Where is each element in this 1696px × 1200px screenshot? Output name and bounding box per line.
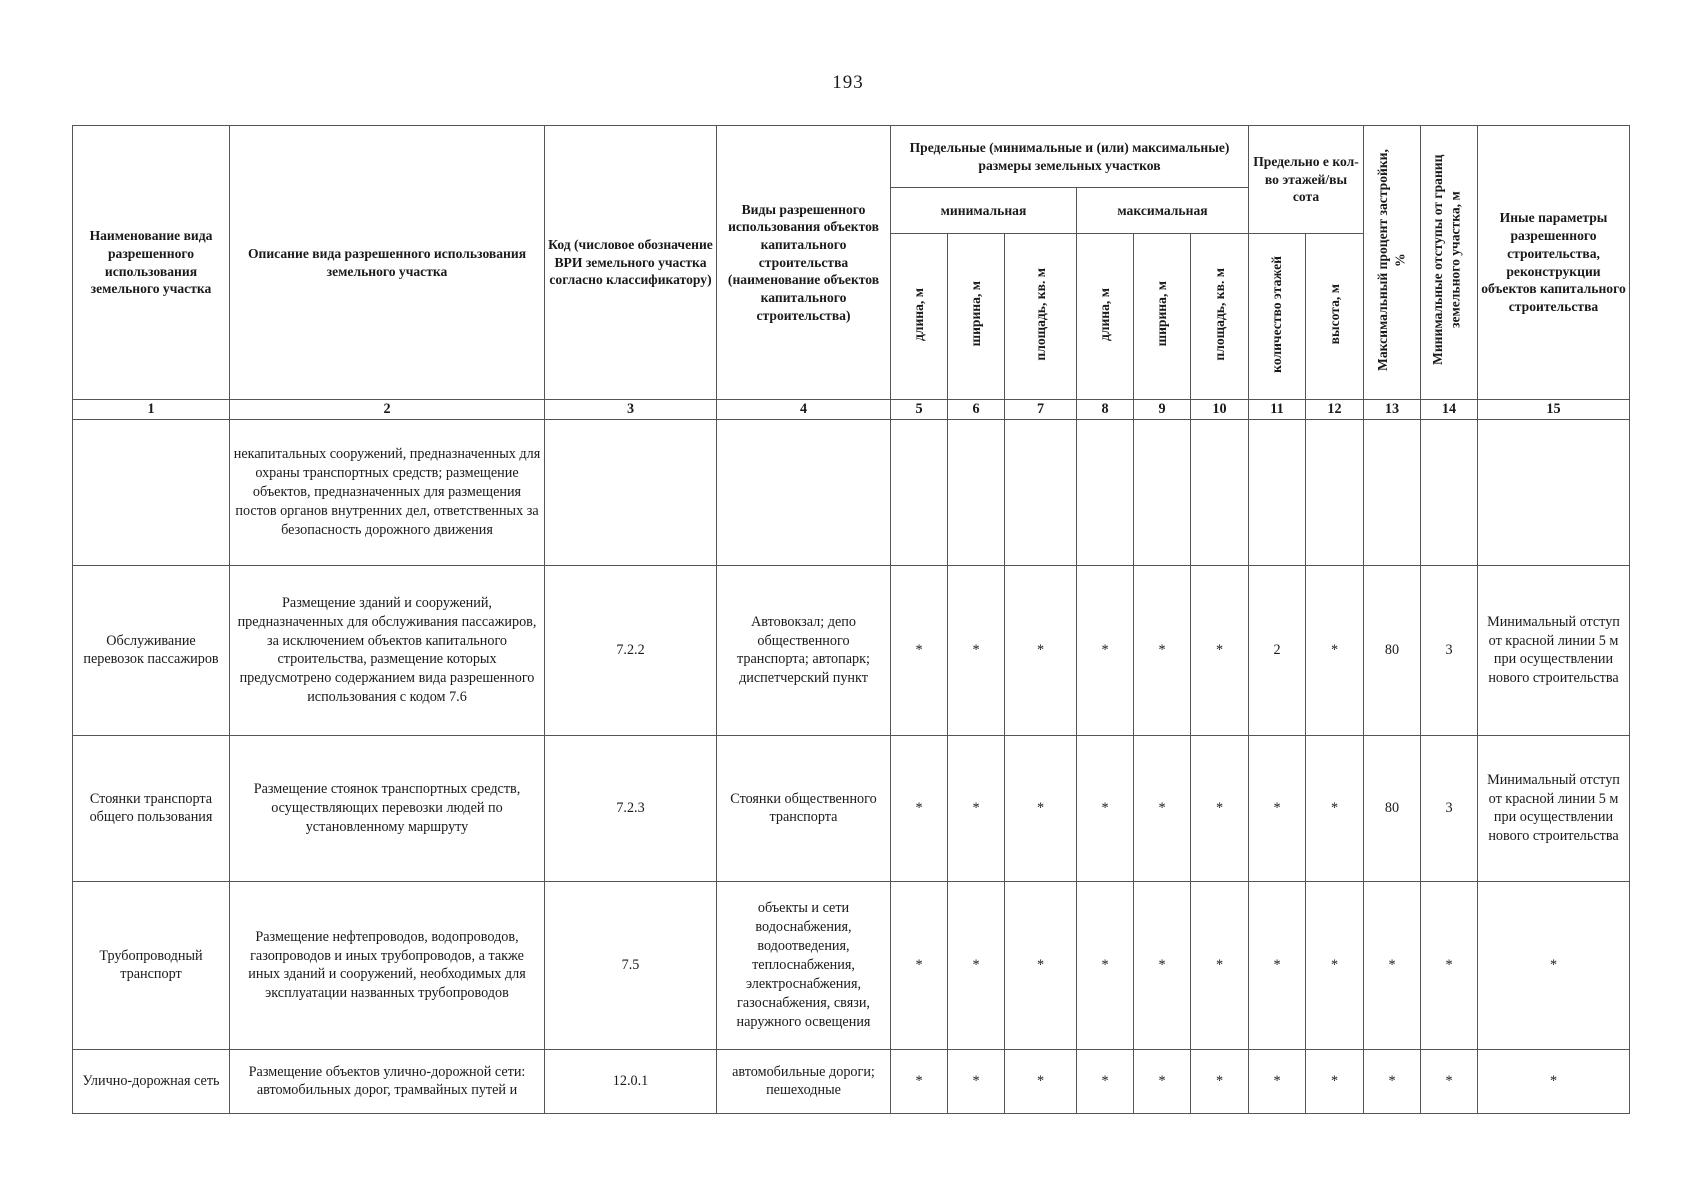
header-max-coverage-text: Максимальный процент застройки, % (1375, 149, 1408, 372)
table-row (73, 881, 1630, 1049)
header-max-width-text: ширина, м (1154, 281, 1170, 347)
cell-other-params: Минимальный отступ от красной линии 5 м при осуществлении нового строительства (1478, 735, 1630, 881)
use-code (545, 419, 717, 565)
cell-other-params (1478, 419, 1630, 565)
header-maximum: максимальная (1077, 188, 1249, 234)
header-height-text: высота, м (1326, 284, 1342, 345)
cell-min-length: * (891, 565, 948, 735)
use-objects: автомобильные дороги; пешеходные (717, 1049, 891, 1113)
column-number: 4 (717, 400, 891, 420)
cell-max-width (1134, 419, 1191, 565)
header-floors-height: Предельно е кол-во этажей/вы сота (1249, 126, 1364, 234)
cell-max-coverage: 80 (1364, 565, 1421, 735)
use-description: некапитальных сооружений, предназначенных для охраны транспортных средств; размещение объектов, предназначенных для размещения постов органов внутренних дел, ответственных за безопасность дорожного движения (230, 419, 545, 565)
use-description: Размещение объектов улично-дорожной сети: автомобильных дорог, трамвайных путей и (230, 1049, 545, 1113)
cell-height: * (1306, 735, 1364, 881)
header-min-width (948, 234, 1005, 400)
cell-max-width: * (1134, 565, 1191, 735)
use-name: Трубопроводный транспорт (73, 881, 230, 1049)
column-number: 6 (948, 400, 1005, 420)
table-row (73, 735, 1630, 881)
cell-max-coverage (1364, 419, 1421, 565)
table-row (73, 1049, 1630, 1113)
column-number: 15 (1478, 400, 1630, 420)
use-code: 12.0.1 (545, 1049, 717, 1113)
cell-min-area: * (1005, 1049, 1077, 1113)
use-name (73, 419, 230, 565)
header-objects: Виды разрешенного использования объектов капитального строительства (наименование объектов капитального строительства) (717, 126, 891, 400)
use-description: Размещение зданий и сооружений, предназначенных для обслуживания пассажиров, за исключением объектов капитального строительства, размещение которых предусмотрено содержанием вида разрешенного использования с кодом 7.6 (230, 565, 545, 735)
column-number: 13 (1364, 400, 1421, 420)
use-objects: объекты и сети водоснабжения, водоотведения, теплоснабжения, электроснабжения, газоснабжения, связи, наружного освещения (717, 881, 891, 1049)
use-objects: Автовокзал; депо общественного транспорта; автопарк; диспетчерский пункт (717, 565, 891, 735)
header-min-setbacks (1421, 126, 1478, 400)
cell-min-width: * (948, 565, 1005, 735)
cell-min-setback: 3 (1421, 735, 1478, 881)
cell-min-setback: 3 (1421, 565, 1478, 735)
table-row (73, 419, 1630, 565)
header-height (1306, 234, 1364, 400)
header-min-area (1005, 234, 1077, 400)
header-min-length-text: длина, м (911, 287, 927, 341)
header-max-width (1134, 234, 1191, 400)
cell-min-setback: * (1421, 1049, 1478, 1113)
cell-max-length: * (1077, 1049, 1134, 1113)
header-max-area-text: площадь, кв. м (1211, 267, 1227, 361)
cell-floors: 2 (1249, 565, 1306, 735)
header-min-length (891, 234, 948, 400)
header-description: Описание вида разрешенного использования земельного участка (230, 126, 545, 400)
use-objects: Стоянки общественного транспорта (717, 735, 891, 881)
cell-min-length (891, 419, 948, 565)
cell-max-width: * (1134, 735, 1191, 881)
column-number: 5 (891, 400, 948, 420)
column-number: 7 (1005, 400, 1077, 420)
land-use-table (72, 125, 1630, 1114)
cell-max-area: * (1191, 881, 1249, 1049)
cell-max-area (1191, 419, 1249, 565)
use-code: 7.2.3 (545, 735, 717, 881)
cell-min-area (1005, 419, 1077, 565)
use-code: 7.5 (545, 881, 717, 1049)
cell-other-params: * (1478, 881, 1630, 1049)
cell-floors: * (1249, 735, 1306, 881)
use-description: Размещение стоянок транспортных средств, осуществляющих перевозки людей по установленному маршруту (230, 735, 545, 881)
cell-other-params: * (1478, 1049, 1630, 1113)
cell-floors: * (1249, 1049, 1306, 1113)
header-max-length (1077, 234, 1134, 400)
column-number: 10 (1191, 400, 1249, 420)
cell-max-area: * (1191, 565, 1249, 735)
cell-height: * (1306, 881, 1364, 1049)
header-floors-count-text: количество этажей (1269, 255, 1285, 373)
header-name: Наименование вида разрешенного использования земельного участка (73, 126, 230, 400)
column-number: 8 (1077, 400, 1134, 420)
header-code: Код (числовое обозначение ВРИ земельного участка согласно классификатору) (545, 126, 717, 400)
header-minimum: минимальная (891, 188, 1077, 234)
cell-min-length: * (891, 881, 948, 1049)
cell-max-length (1077, 419, 1134, 565)
header-min-width-text: ширина, м (968, 281, 984, 347)
use-name: Стоянки транспорта общего пользования (73, 735, 230, 881)
cell-max-width: * (1134, 1049, 1191, 1113)
header-max-coverage (1364, 126, 1421, 400)
column-number: 1 (73, 400, 230, 420)
cell-other-params: Минимальный отступ от красной линии 5 м при осуществлении нового строительства (1478, 565, 1630, 735)
cell-min-area: * (1005, 565, 1077, 735)
use-code: 7.2.2 (545, 565, 717, 735)
cell-max-coverage: * (1364, 1049, 1421, 1113)
cell-max-coverage: 80 (1364, 735, 1421, 881)
header-plot-sizes: Предельные (минимальные и (или) максимальные) размеры земельных участков (891, 126, 1249, 188)
cell-min-length: * (891, 1049, 948, 1113)
column-number: 9 (1134, 400, 1191, 420)
header-min-area-text: площадь, кв. м (1032, 267, 1048, 361)
column-number: 11 (1249, 400, 1306, 420)
column-number: 2 (230, 400, 545, 420)
cell-height: * (1306, 565, 1364, 735)
use-name: Обслуживание перевозок пассажиров (73, 565, 230, 735)
cell-max-length: * (1077, 881, 1134, 1049)
header-max-area (1191, 234, 1249, 400)
column-number-row (73, 400, 1630, 420)
cell-min-area: * (1005, 735, 1077, 881)
cell-min-width (948, 419, 1005, 565)
cell-max-width: * (1134, 881, 1191, 1049)
cell-height (1306, 419, 1364, 565)
header-other-params: Иные параметры разрешенного строительства, реконструкции объектов капитального строительства (1478, 126, 1630, 400)
cell-min-width: * (948, 881, 1005, 1049)
cell-min-setback (1421, 419, 1478, 565)
cell-max-length: * (1077, 735, 1134, 881)
cell-height: * (1306, 1049, 1364, 1113)
cell-min-length: * (891, 735, 948, 881)
cell-floors (1249, 419, 1306, 565)
use-description: Размещение нефтепроводов, водопроводов, газопроводов и иных трубопроводов, а также иных зданий и сооружений, необходимых для эксплуатации названных трубопроводов (230, 881, 545, 1049)
header-floors-count (1249, 234, 1306, 400)
header-min-setbacks-text: Минимальные отступы от границ земельного участка, м (1430, 154, 1463, 366)
cell-min-area: * (1005, 881, 1077, 1049)
cell-max-length: * (1077, 565, 1134, 735)
cell-min-setback: * (1421, 881, 1478, 1049)
cell-min-width: * (948, 1049, 1005, 1113)
column-number: 3 (545, 400, 717, 420)
cell-max-area: * (1191, 735, 1249, 881)
cell-floors: * (1249, 881, 1306, 1049)
use-objects (717, 419, 891, 565)
column-number: 14 (1421, 400, 1478, 420)
header-max-length-text: длина, м (1097, 287, 1113, 341)
page-number: 193 (832, 72, 864, 93)
column-number: 12 (1306, 400, 1364, 420)
use-name: Улично-дорожная сеть (73, 1049, 230, 1113)
cell-max-coverage: * (1364, 881, 1421, 1049)
table-row (73, 565, 1630, 735)
cell-min-width: * (948, 735, 1005, 881)
cell-max-area: * (1191, 1049, 1249, 1113)
